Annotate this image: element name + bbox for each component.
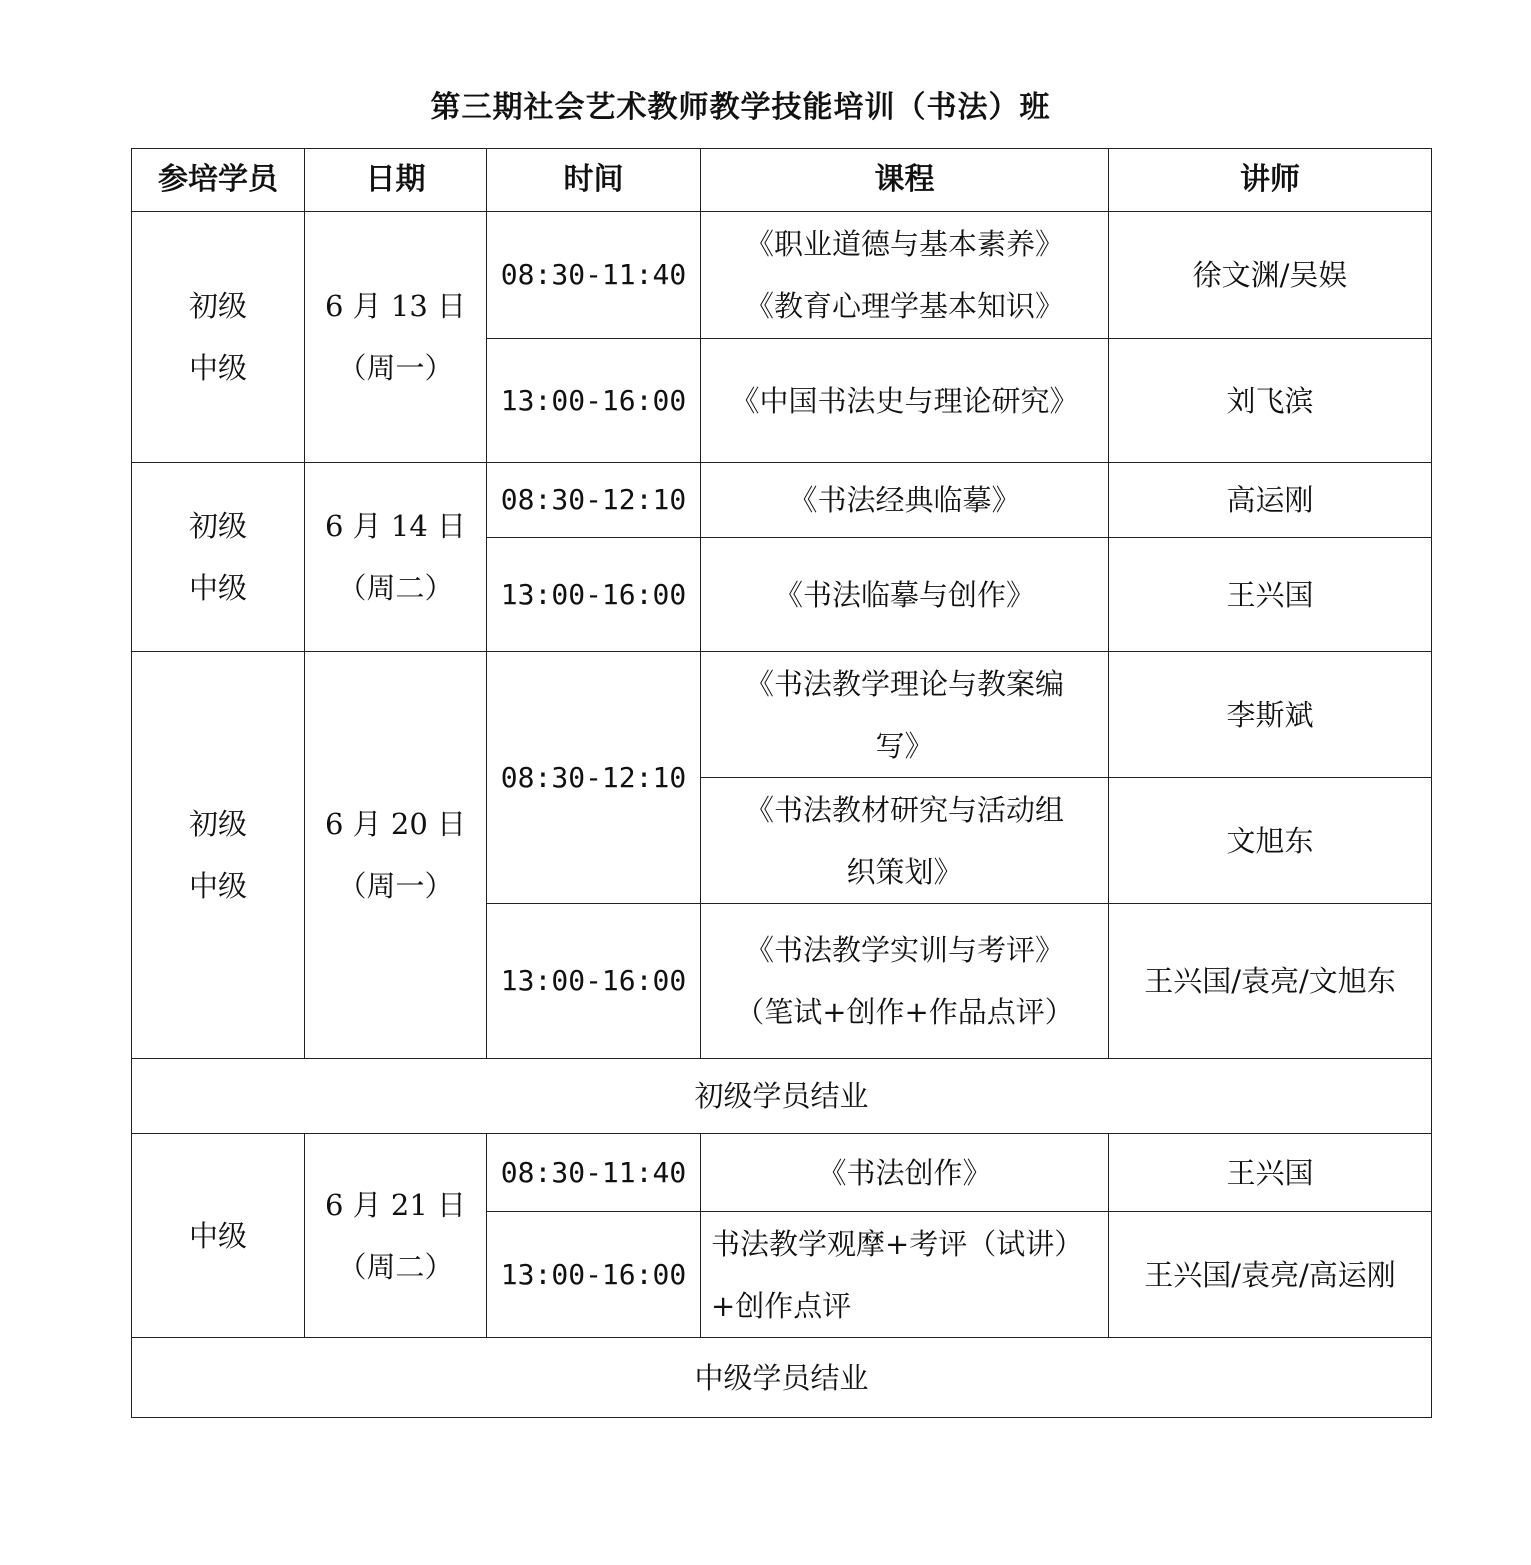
date-cell: 6 月 20 日 （周一） xyxy=(305,652,487,1059)
time-cell: 08:30-12:10 xyxy=(487,652,701,904)
course-cell: 《书法创作》 xyxy=(701,1134,1109,1212)
time-cell: 13:00-16:00 xyxy=(487,339,701,463)
time-cell: 13:00-16:00 xyxy=(487,904,701,1059)
table-row xyxy=(132,1134,1432,1212)
lecturer-cell: 刘飞滨 xyxy=(1109,339,1432,463)
graduation-primary: 初级学员结业 xyxy=(132,1059,1432,1134)
table-row xyxy=(132,212,1432,339)
table-row xyxy=(132,463,1432,538)
course-cell: 书法教学观摩+考评（试讲） +创作点评 xyxy=(701,1212,1109,1338)
date-cell: 6 月 14 日 （周二） xyxy=(305,463,487,652)
trainees-cell: 初级 中级 xyxy=(132,652,305,1059)
header-lecturer: 讲师 xyxy=(1109,149,1432,212)
lecturer-cell: 李斯斌 xyxy=(1109,652,1432,778)
course-cell: 《书法教材研究与活动组 织策划》 xyxy=(701,778,1109,904)
trainees-cell: 初级 中级 xyxy=(132,463,305,652)
document-title: 第三期社会艺术教师教学技能培训（书法）班 xyxy=(430,90,1051,125)
table-row xyxy=(132,1338,1432,1418)
course-cell: 《书法教学实训与考评》 （笔试+创作+作品点评） xyxy=(701,904,1109,1059)
course-cell: 《书法经典临摹》 xyxy=(701,463,1109,538)
lecturer-cell: 高运刚 xyxy=(1109,463,1432,538)
table-header-row xyxy=(132,149,1432,212)
course-cell: 《书法教学理论与教案编 写》 xyxy=(701,652,1109,778)
lecturer-cell: 王兴国/袁亮/文旭东 xyxy=(1109,904,1432,1059)
lecturer-cell: 王兴国/袁亮/高运刚 xyxy=(1109,1212,1432,1338)
table-row xyxy=(132,1059,1432,1134)
header-date: 日期 xyxy=(305,149,487,212)
date-cell: 6 月 13 日 （周一） xyxy=(305,212,487,463)
time-cell: 13:00-16:00 xyxy=(487,538,701,652)
course-cell: 《书法临摹与创作》 xyxy=(701,538,1109,652)
header-trainees: 参培学员 xyxy=(132,149,305,212)
trainees-cell: 初级 中级 xyxy=(132,212,305,463)
lecturer-cell: 徐文渊/吴娱 xyxy=(1109,212,1432,339)
table-row xyxy=(132,652,1432,778)
date-cell: 6 月 21 日 （周二） xyxy=(305,1134,487,1338)
graduation-intermediate: 中级学员结业 xyxy=(132,1338,1432,1418)
time-cell: 08:30-12:10 xyxy=(487,463,701,538)
course-cell: 《中国书法史与理论研究》 xyxy=(701,339,1109,463)
time-cell: 13:00-16:00 xyxy=(487,1212,701,1338)
lecturer-cell: 王兴国 xyxy=(1109,1134,1432,1212)
course-cell: 《职业道德与基本素养》 《教育心理学基本知识》 xyxy=(701,212,1109,339)
trainees-cell: 中级 xyxy=(132,1134,305,1338)
time-cell: 08:30-11:40 xyxy=(487,1134,701,1212)
lecturer-cell: 文旭东 xyxy=(1109,778,1432,904)
time-cell: 08:30-11:40 xyxy=(487,212,701,339)
lecturer-cell: 王兴国 xyxy=(1109,538,1432,652)
header-time: 时间 xyxy=(487,149,701,212)
header-course: 课程 xyxy=(701,149,1109,212)
schedule-table xyxy=(131,148,1432,1418)
